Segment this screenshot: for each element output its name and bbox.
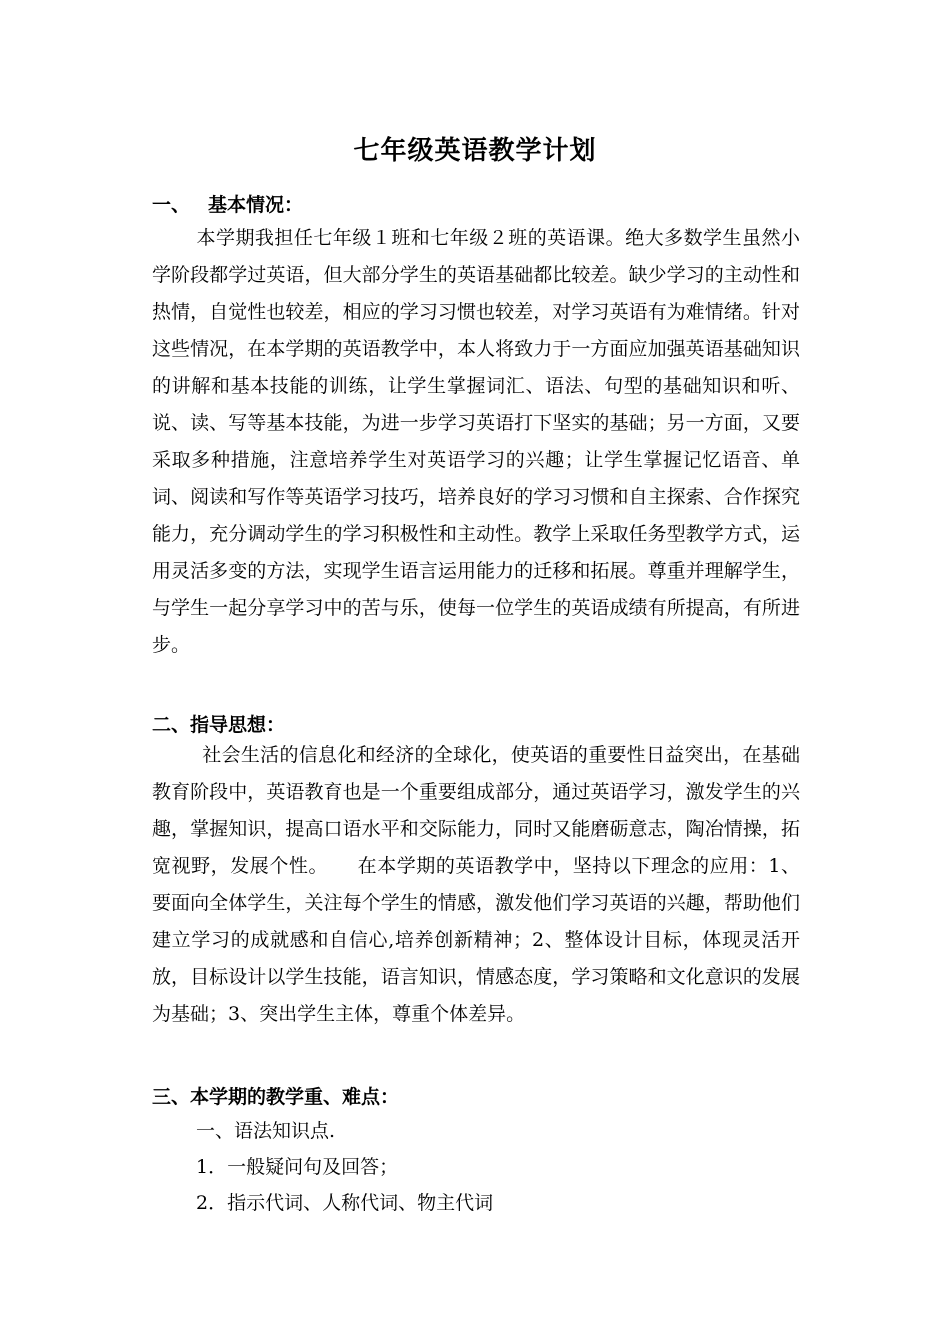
section-1-heading-text: 基本情况： xyxy=(208,194,304,216)
section-1-paragraph xyxy=(152,220,800,664)
section-1-number: 一、 xyxy=(152,194,191,216)
section-3-item: 1．一般疑问句及回答； xyxy=(196,1156,399,1178)
section-2-heading: 二、指导思想： xyxy=(152,714,286,736)
section-3-heading: 三、本学期的教学重、难点： xyxy=(152,1086,400,1108)
section-3-item: 2．指示代词、人称代词、物主代词 xyxy=(196,1192,494,1214)
document-title: 七年级英语教学计划 xyxy=(353,136,597,166)
section-3-item: 一、语法知识点. xyxy=(196,1120,336,1142)
section-2-paragraph xyxy=(152,737,800,1033)
section-1-text: 本学期我担任七年级１班和七年级２班的英语课。绝大多数学生虽然小学阶段都学过英语，但大部分学生的英语基础都比较差。缺少学习的主动性和热情，自觉性也较差，相应的学习习惯也较差，对学习英语有为难情绪。针对这些情况，在本学期的英语教学中，本人将致力于一方面应加强英语基础知识的讲解和基本技能的训练，让学生掌握词汇、语法、句型的基础知识和听、说、读、写等基本技能，为进一步学习英语打下坚实的基础；另一方面，又要采取多种措施，注意培养学生对英语学习的兴趣；让学生掌握记忆语音、单词、阅读和写作等英语学习技巧，培养良好的学习习惯和自主探索、合作探究能力，充分调动学生的学习积极性和主动性。教学上采取任务型教学方式，运用灵活多变的方法，实现学生语言运用能力的迁移和拓展。尊重并理解学生，与学生一起分享学习中的苦与乐，使每一位学生的英语成绩有所提高，有所进步。 xyxy=(152,227,800,656)
section-1-heading xyxy=(152,190,303,217)
section-2-text: 社会生活的信息化和经济的全球化，使英语的重要性日益突出，在基础教育阶段中，英语教育也是一个重要组成部分，通过英语学习，激发学生的兴趣，掌握知识，提高口语水平和交际能力，同时又能磨砺意志，陶冶情操，拓宽视野，发展个性。 在本学期的英语教学中，坚持以下理念的应用：1、要面向全体学生，关注每个学生的情感，激发他们学习英语的兴趣，帮助他们建立学习的成就感和自信心,培养创新精神；2、整体设计目标，体现灵活开放，目标设计以学生技能，语言知识，情感态度，学习策略和文化意识的发展为基础；3、突出学生主体，尊重个体差异。 xyxy=(152,744,800,1025)
